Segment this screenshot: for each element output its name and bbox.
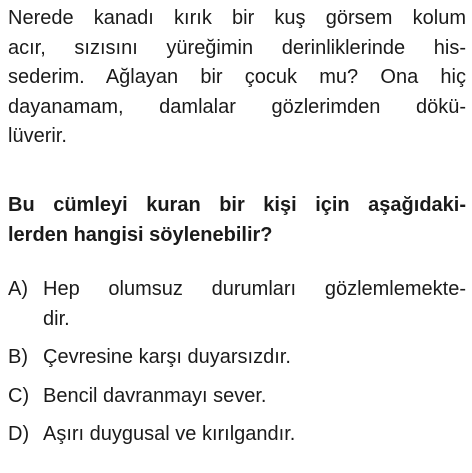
option-text — [43, 343, 466, 373]
option-text — [43, 275, 466, 334]
option-letter: C) — [8, 384, 30, 407]
question-stem — [8, 191, 466, 250]
option-line: Bencil davranmayı sever. — [43, 384, 267, 407]
option-a[interactable] — [8, 275, 466, 334]
option-line: Aşırı duygusal ve kırılgandır. — [43, 423, 296, 445]
option-c[interactable] — [8, 382, 466, 412]
option-text — [43, 420, 466, 450]
passage-line: sederim. Ağlayan bir çocuk mu? Ona hiç — [8, 66, 466, 88]
option-line: Çevresine karşı duyarsızdır. — [43, 346, 291, 368]
passage-line: dayanamam, damlalar gözlerimden dökü- — [8, 95, 466, 118]
question-line: Bu cümleyi kuran bir kişi için aşağıdaki- — [8, 194, 466, 216]
passage-text — [8, 4, 466, 152]
option-line: Hep olumsuz durumları gözlemlemekte- — [43, 278, 466, 300]
passage-line: acır, sızısını yüreğimin derinliklerinde his- — [8, 36, 466, 59]
option-letter: B) — [8, 346, 28, 368]
question-line: lerden hangisi söylenebilir? — [8, 223, 273, 246]
option-b[interactable] — [8, 343, 466, 373]
option-text — [43, 382, 466, 412]
option-d[interactable] — [8, 420, 466, 450]
option-letter: D) — [8, 423, 30, 445]
answer-options — [8, 275, 466, 459]
passage-line: lüverir. — [8, 125, 67, 147]
option-letter: A) — [8, 278, 28, 300]
passage-line: Nerede kanadı kırık bir kuş görsem kolum — [8, 7, 466, 29]
option-line: dir. — [43, 307, 70, 330]
